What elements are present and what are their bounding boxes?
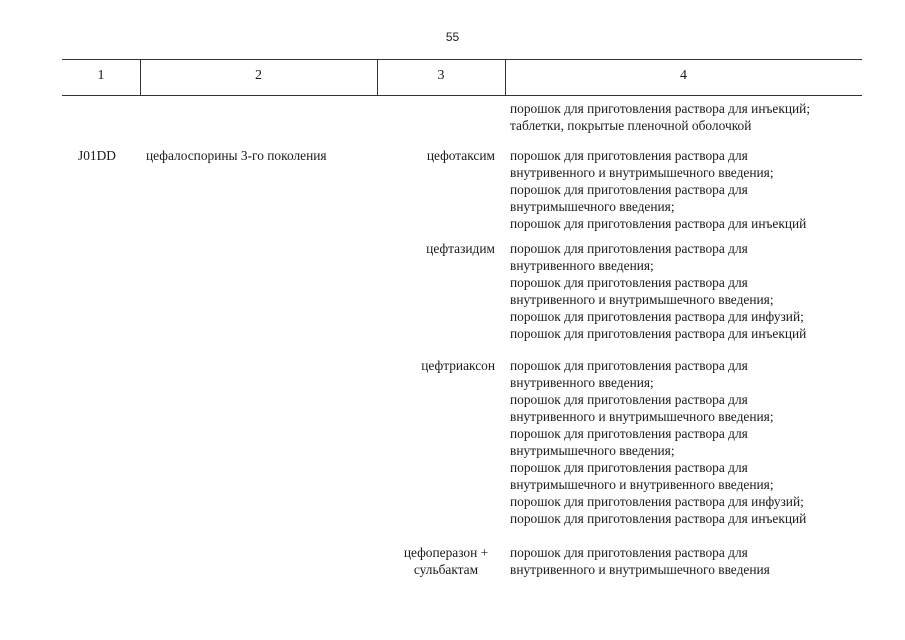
- table-header-bottom-border: [62, 95, 862, 96]
- form-line: внутримышечного и внутривенного введения;: [510, 477, 774, 492]
- form-line: внутривенного и внутримышечного введения;: [510, 409, 774, 424]
- form-line: порошок для приготовления раствора для: [510, 182, 748, 197]
- form-line: порошок для приготовления раствора для: [510, 460, 748, 475]
- form-line: порошок для приготовления раствора для инъекций: [510, 216, 807, 231]
- form-line: порошок для приготовления раствора для: [510, 148, 748, 163]
- drug-line: сульбактам: [413, 562, 479, 577]
- row-1-drug: цефотаксим: [426, 148, 495, 163]
- row-1-forms: [510, 147, 806, 232]
- row-2-forms: [510, 240, 806, 342]
- form-line: порошок для приготовления раствора для инфузий;: [510, 309, 804, 324]
- form-line: порошок для приготовления раствора для инъекций;: [510, 101, 811, 116]
- header-col-1: 1: [97, 68, 105, 83]
- page-number: 55: [445, 30, 460, 44]
- form-line: внутримышечного введения;: [510, 443, 675, 458]
- form-line: порошок для приготовления раствора для инъекций: [510, 326, 807, 341]
- row-3-forms: [510, 357, 806, 527]
- form-line: внутривенного и внутримышечного введения;: [510, 292, 774, 307]
- row-4-forms: [510, 544, 770, 578]
- row-1-code: J01DD: [78, 148, 116, 163]
- form-line: порошок для приготовления раствора для инъекций: [510, 511, 807, 526]
- form-line: внутримышечного введения;: [510, 199, 675, 214]
- header-col-2: 2: [255, 68, 262, 83]
- form-line: внутривенного введения;: [510, 375, 654, 390]
- table-top-border: [62, 59, 862, 60]
- row-0-forms: [510, 100, 810, 134]
- row-2-drug: цефтазидим: [426, 241, 495, 256]
- row-4-drug: [383, 544, 509, 578]
- drug-line: цефоперазон +: [403, 545, 489, 560]
- form-line: порошок для приготовления раствора для: [510, 358, 748, 373]
- form-line: порошок для приготовления раствора для: [510, 241, 748, 256]
- form-line: внутривенного и внутримышечного введения;: [510, 165, 774, 180]
- form-line: порошок для приготовления раствора для: [510, 392, 748, 407]
- row-1-group: цефалоспорины 3-го поколения: [146, 148, 327, 163]
- row-3-drug: цефтриаксон: [421, 358, 495, 373]
- form-line: порошок для приготовления раствора для: [510, 426, 748, 441]
- header-col-3: 3: [437, 68, 445, 83]
- form-line: внутривенного введения;: [510, 258, 654, 273]
- form-line: таблетки, покрытые пленочной оболочкой: [510, 118, 752, 133]
- header-col-4: 4: [680, 68, 687, 83]
- form-line: внутривенного и внутримышечного введения: [510, 562, 770, 577]
- form-line: порошок для приготовления раствора для: [510, 545, 748, 560]
- form-line: порошок для приготовления раствора для инфузий;: [510, 494, 804, 509]
- form-line: порошок для приготовления раствора для: [510, 275, 748, 290]
